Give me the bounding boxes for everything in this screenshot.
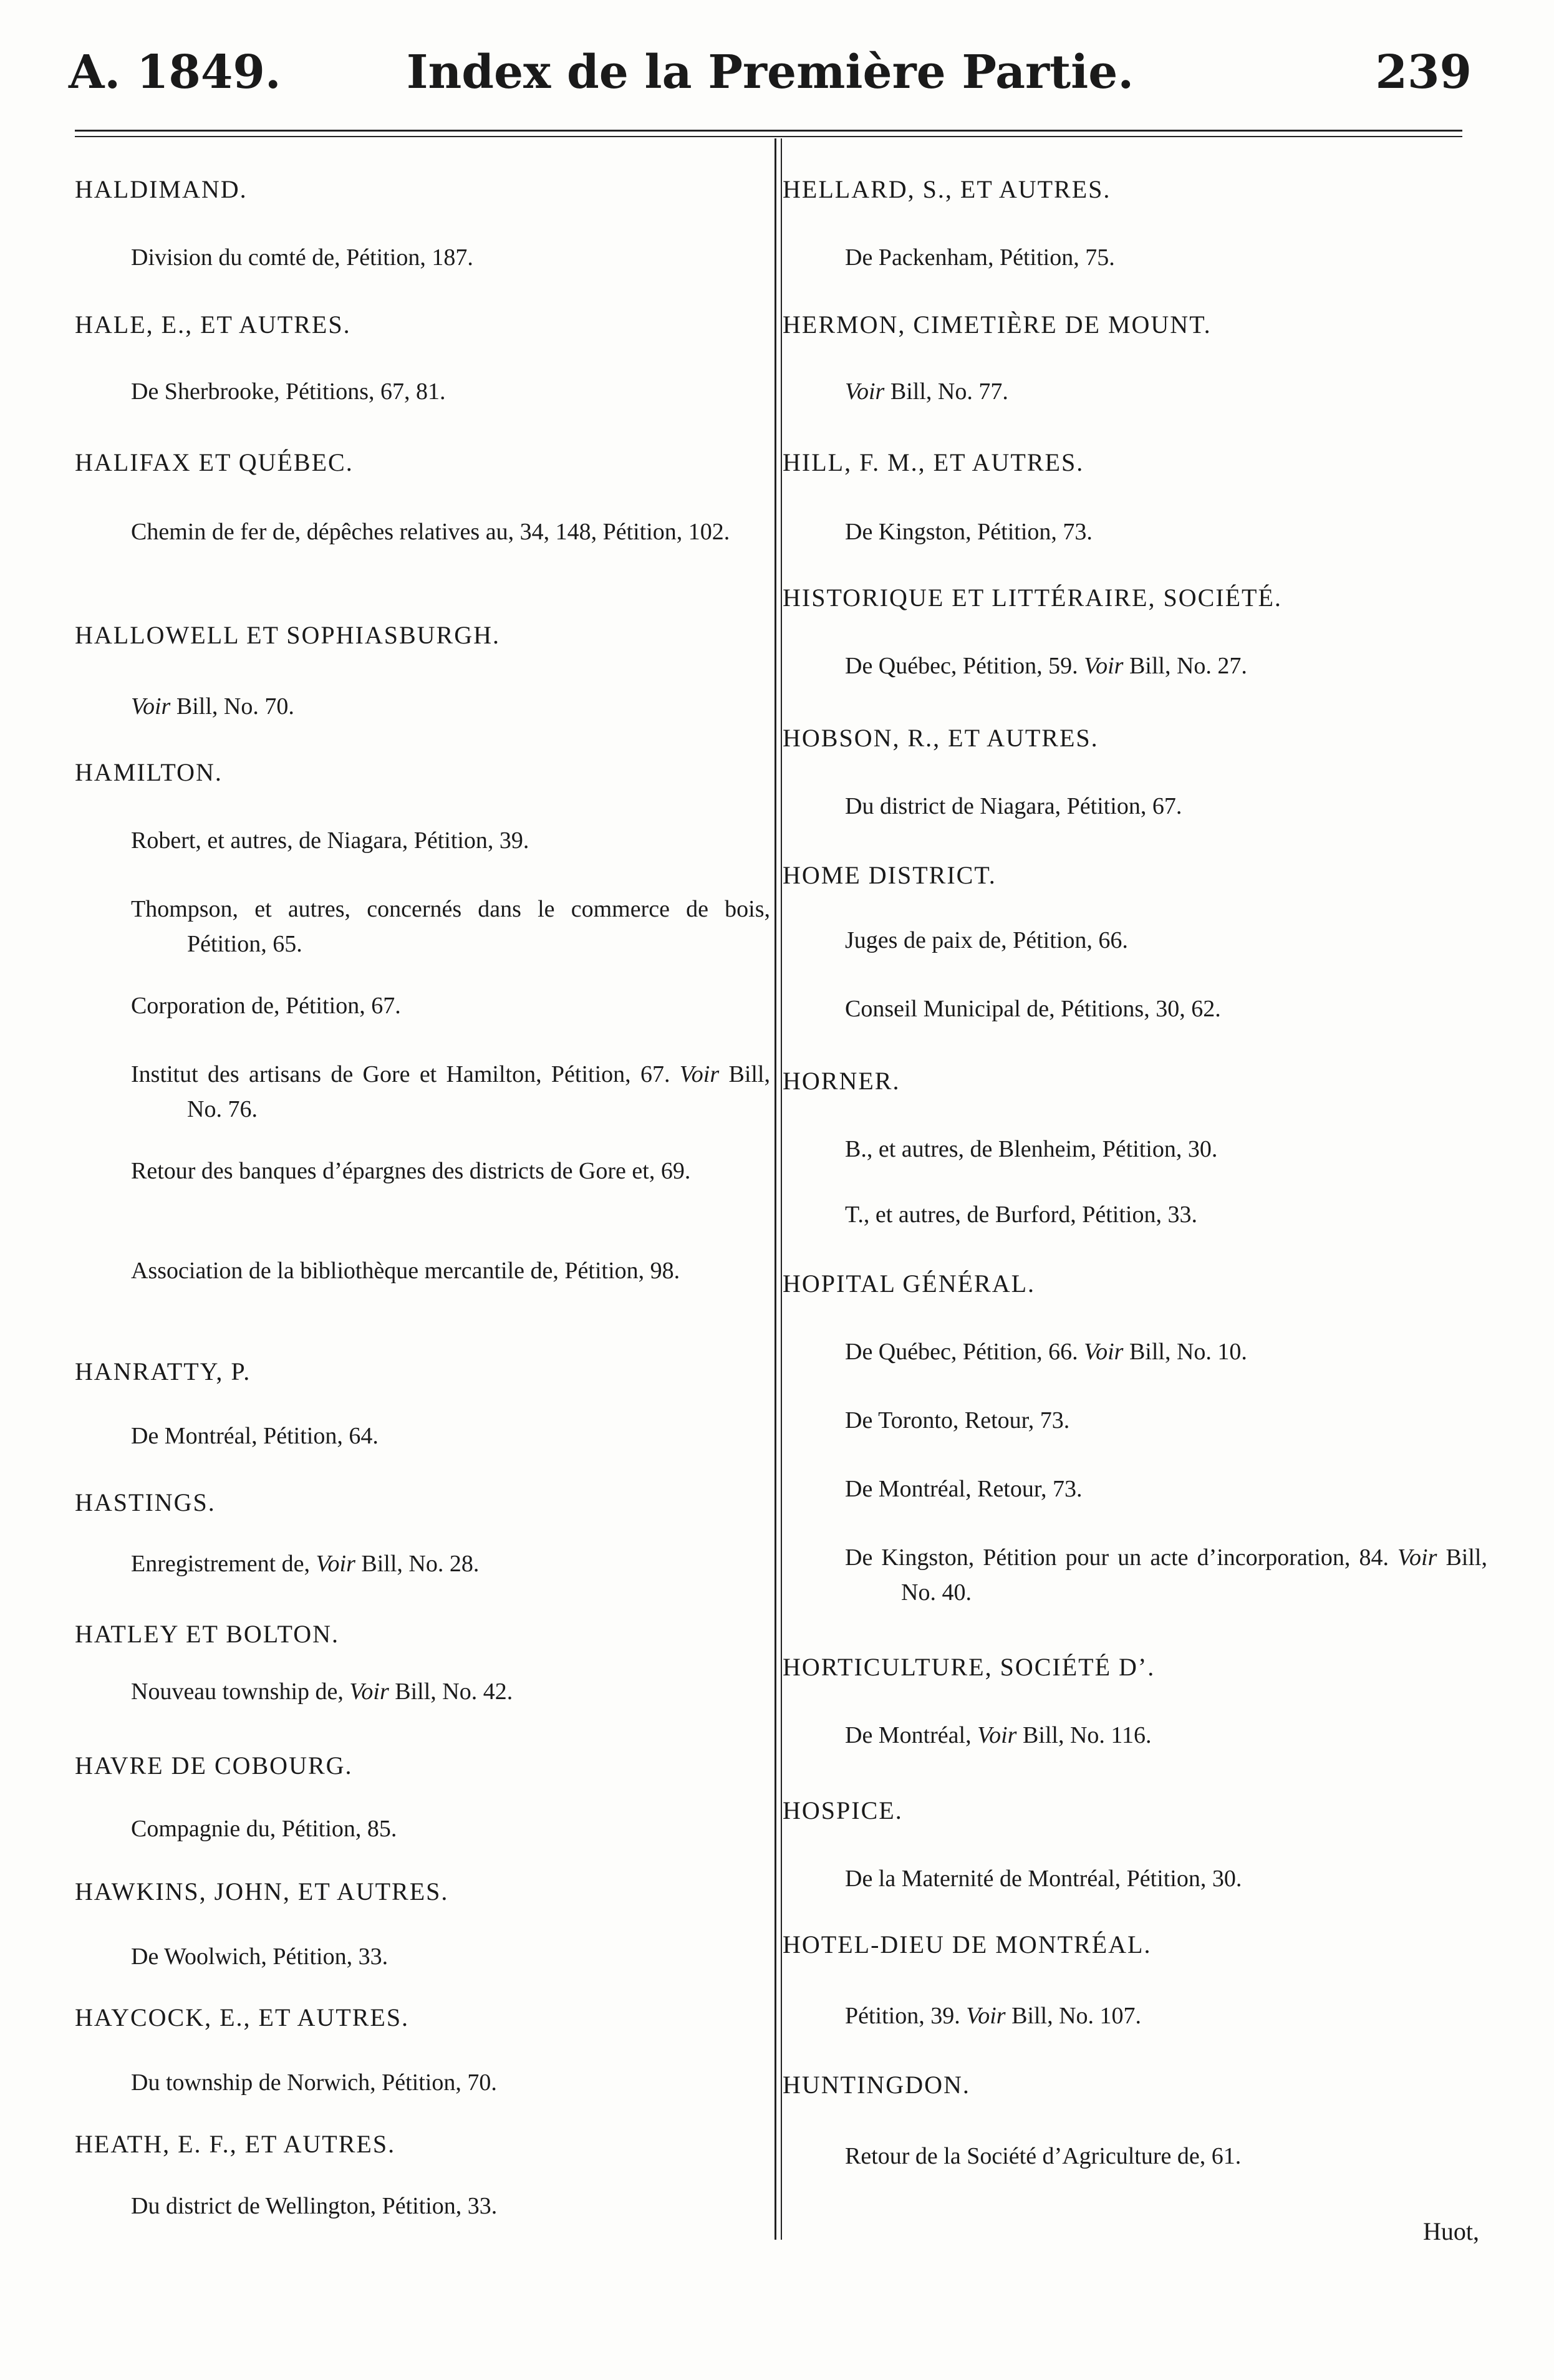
subentry-text: Du district de Niagara, Pétition, 67. (845, 793, 1182, 819)
subentry-text: Institut des artisans de Gore et Hamilton, Pétition, 67. (131, 1061, 680, 1087)
subentry-text: Association de la bibliothèque mercantile de, Pétition, 98. (131, 1258, 680, 1284)
index-heading: HOME DISTRICT. (783, 861, 997, 889)
index-heading: HOPITAL GÉNÉRAL. (783, 1269, 1036, 1298)
header-rule-top (75, 130, 1462, 132)
column-divider-left (775, 138, 776, 2240)
page-header (69, 34, 1472, 109)
index-heading: HILL, F. M., ET AUTRES. (783, 448, 1084, 476)
subentry-text: Conseil Municipal de, Pétitions, 30, 62. (845, 996, 1221, 1022)
bill-reference: Bill, No. 40. (901, 1544, 1487, 1606)
index-heading: HORTICULTURE, SOCIÉTÉ D’. (783, 1653, 1156, 1681)
index-subentry (845, 991, 1487, 1026)
subentry-text: Juges de paix de, Pétition, 66. (845, 927, 1128, 953)
index-heading: HALDIMAND. (75, 175, 248, 203)
bill-reference: Bill, No. 76. (187, 1061, 770, 1122)
voir-reference: Voir (977, 1722, 1017, 1748)
index-subentry (845, 240, 1487, 275)
index-heading: HAYCOCK, E., ET AUTRES. (75, 2003, 410, 2031)
index-subentry (845, 648, 1487, 683)
index-subentry (131, 689, 770, 724)
index-heading: HORNER. (783, 1067, 900, 1095)
index-subentry (845, 2139, 1487, 2174)
subentry-text: De Montréal, Pétition, 64. (131, 1423, 379, 1449)
subentry-text: Enregistrement de, (131, 1551, 316, 1577)
index-heading: HELLARD, S., ET AUTRES. (783, 175, 1111, 203)
index-subentry (131, 892, 770, 961)
index-heading: HAMILTON. (75, 758, 223, 786)
index-heading: HOTEL-DIEU DE MONTRÉAL. (783, 1930, 1152, 1958)
voir-reference: Voir (316, 1551, 355, 1577)
subentry-text: De Kingston, Pétition pour un acte d’incorporation, 84. (845, 1544, 1398, 1571)
bill-reference: Bill, No. 10. (1123, 1339, 1247, 1365)
subentry-text: De Québec, Pétition, 59. (845, 653, 1084, 679)
index-heading: HANRATTY, P. (75, 1357, 251, 1385)
index-heading: HALLOWELL ET SOPHIASBURGH. (75, 621, 500, 649)
bill-reference: Bill, No. 116. (1016, 1722, 1152, 1748)
index-subentry (131, 1939, 770, 1974)
index-heading: HEATH, E. F., ET AUTRES. (75, 2130, 396, 2158)
subentry-text: Compagnie du, Pétition, 85. (131, 1816, 397, 1842)
subentry-text: Pétition, 39. (845, 2003, 967, 2029)
index-heading: HOBSON, R., ET AUTRES. (783, 724, 1099, 752)
index-subentry (845, 514, 1487, 549)
header-year: A. 1849. (69, 46, 281, 99)
subentry-text: T., et autres, de Burford, Pétition, 33. (845, 1202, 1197, 1228)
subentry-text: De la Maternité de Montréal, Pétition, 30. (845, 1866, 1242, 1892)
index-subentry (131, 514, 770, 549)
subentry-text: Robert, et autres, de Niagara, Pétition, 39. (131, 827, 529, 854)
index-subentry (131, 1057, 770, 1127)
index-subentry (131, 2065, 770, 2100)
subentry-text: Thompson, et autres, concernés dans le commerce de bois, Pétition, 65. (131, 896, 770, 957)
index-heading: HUNTINGDON. (783, 2071, 970, 2099)
subentry-text: De Québec, Pétition, 66. (845, 1339, 1084, 1365)
header-rule-bottom (75, 136, 1462, 137)
index-subentry (131, 1419, 770, 1453)
catchword: Huot, (1423, 2217, 1479, 2245)
bill-reference: Bill, No. 28. (355, 1551, 480, 1577)
index-subentry (131, 2189, 770, 2223)
index-subentry (131, 1253, 770, 1288)
bill-reference: Bill, No. 107. (1005, 2003, 1142, 2029)
voir-reference: Voir (1084, 653, 1124, 679)
subentry-text: De Toronto, Retour, 73. (845, 1407, 1070, 1433)
subentry-text: Retour des banques d’épargnes des districts de Gore et, 69. (131, 1158, 691, 1184)
subentry-text: Chemin de fer de, dépêches relatives au, 34, 148, Pétition, 102. (131, 519, 730, 545)
index-subentry (845, 1998, 1487, 2033)
subentry-text: De Sherbrooke, Pétitions, 67, 81. (131, 378, 446, 405)
index-subentry (845, 1132, 1487, 1167)
index-heading: HALE, E., ET AUTRES. (75, 311, 351, 339)
index-heading: HALIFAX ET QUÉBEC. (75, 448, 354, 476)
subentry-text: Du township de Norwich, Pétition, 70. (131, 2069, 497, 2096)
index-subentry (131, 1546, 770, 1581)
index-heading: HASTINGS. (75, 1488, 216, 1516)
voir-reference: Voir (1397, 1544, 1437, 1571)
index-subentry (845, 1540, 1487, 1610)
voir-reference: Voir (131, 693, 171, 720)
voir-reference: Voir (966, 2003, 1006, 2029)
subentry-text: Division du comté de, Pétition, 187. (131, 244, 473, 271)
index-subentry (845, 1718, 1487, 1753)
index-subentry (131, 988, 770, 1023)
subentry-text: Du district de Wellington, Pétition, 33. (131, 2193, 498, 2219)
index-heading: HOSPICE. (783, 1796, 903, 1824)
column-divider-right (781, 138, 782, 2240)
voir-reference: Voir (1084, 1339, 1124, 1365)
index-heading: HAVRE DE COBOURG. (75, 1751, 353, 1780)
index-heading: HATLEY ET BOLTON. (75, 1620, 339, 1648)
subentry-text: Nouveau township de, (131, 1679, 350, 1705)
index-heading: HISTORIQUE ET LITTÉRAIRE, SOCIÉTÉ. (783, 584, 1282, 612)
header-title: Index de la Première Partie. (406, 46, 1134, 99)
index-subentry (131, 1154, 770, 1188)
index-subentry (131, 240, 770, 275)
subentry-text: De Woolwich, Pétition, 33. (131, 1944, 388, 1970)
subentry-text: De Montréal, (845, 1722, 978, 1748)
index-subentry (845, 789, 1487, 824)
voir-reference: Voir (349, 1679, 389, 1705)
voir-reference: Voir (679, 1061, 720, 1087)
subentry-text: De Packenham, Pétition, 75. (845, 244, 1115, 271)
subentry-text: Bill, No. 70. (170, 693, 294, 720)
subentry-text: Bill, No. 77. (884, 378, 1008, 405)
bill-reference: Bill, No. 27. (1123, 653, 1247, 679)
index-subentry (845, 1197, 1487, 1232)
bill-reference: Bill, No. 42. (388, 1679, 513, 1705)
subentry-text: Retour de la Société d’Agriculture de, 61. (845, 2143, 1242, 2169)
page-number: 239 (1375, 46, 1472, 99)
index-subentry (131, 374, 770, 409)
index-heading: HERMON, CIMETIÈRE DE MOUNT. (783, 311, 1212, 339)
index-subentry (131, 1674, 770, 1709)
index-subentry (845, 1403, 1487, 1438)
voir-reference: Voir (845, 378, 885, 405)
index-subentry (845, 1472, 1487, 1506)
index-subentry (845, 374, 1487, 409)
subentry-text: De Kingston, Pétition, 73. (845, 519, 1093, 545)
subentry-text: B., et autres, de Blenheim, Pétition, 30. (845, 1136, 1218, 1162)
subentry-text: Corporation de, Pétition, 67. (131, 993, 401, 1019)
index-heading: HAWKINS, JOHN, ET AUTRES. (75, 1877, 449, 1905)
index-subentry (131, 1811, 770, 1846)
index-subentry (845, 923, 1487, 958)
index-subentry (845, 1861, 1487, 1896)
index-subentry (845, 1334, 1487, 1369)
index-subentry (131, 823, 770, 858)
subentry-text: De Montréal, Retour, 73. (845, 1476, 1083, 1502)
